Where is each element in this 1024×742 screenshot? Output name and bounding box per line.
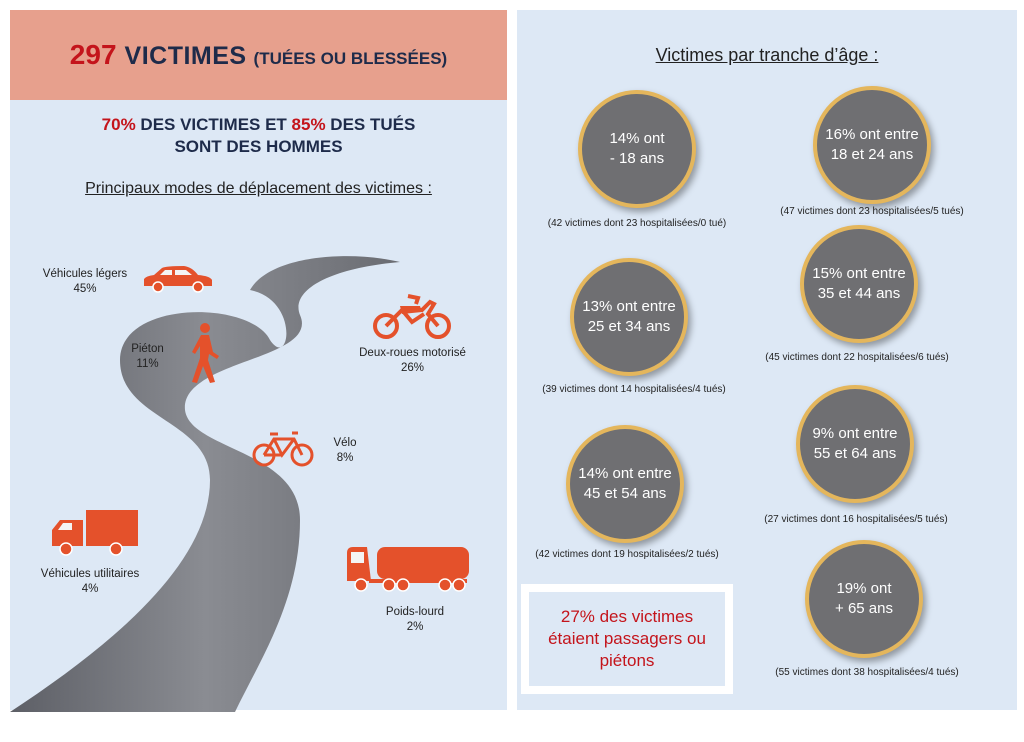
gender-stat-line2: SONT DES HOMMES <box>174 137 343 156</box>
age-circle-35-44 <box>800 225 918 343</box>
pct-victims: 70% <box>101 115 136 134</box>
age-detail-under-18: (42 victimes dont 23 hospitalisées/0 tué) <box>547 218 727 229</box>
passengers-text <box>529 592 725 686</box>
victims-detail: (TUÉES OU BLESSÉES) <box>253 49 448 68</box>
mode-pedestrian <box>115 342 180 372</box>
victims-word: VICTIMES <box>124 42 247 70</box>
mode-label: Véhicules légers <box>42 268 128 280</box>
car-icon <box>140 264 214 294</box>
truck-icon <box>345 545 470 593</box>
modes-title: Principaux modes de déplacement des victimes : <box>85 180 432 197</box>
mode-pct: 11% <box>136 358 159 370</box>
age-line1: 16% ont entre <box>825 126 919 143</box>
age-detail-25-34: (39 victimes dont 14 hospitalisées/4 tués) <box>542 384 726 395</box>
victim-count: 297 <box>69 39 117 70</box>
age-line1: 13% ont entre <box>582 298 676 315</box>
mode-utility-vehicle <box>25 567 155 597</box>
passengers-box <box>521 584 733 694</box>
mode-label: Vélo <box>333 437 357 449</box>
age-circle-18-24 <box>813 86 931 204</box>
age-detail-18-24: (47 victimes dont 23 hospitalisées/5 tués) <box>780 206 964 217</box>
age-circle-25-34 <box>570 258 688 376</box>
ages-title: Victimes par tranche d’âge : <box>655 45 879 65</box>
passengers-line3: piétons <box>599 651 655 670</box>
mode-label: Poids-lourd <box>385 606 445 618</box>
mode-pct: 2% <box>406 621 424 633</box>
gender-text1: DES VICTIMES ET <box>135 115 292 134</box>
mode-label: Piéton <box>131 343 164 355</box>
age-line1: 14% ont <box>609 130 665 147</box>
passengers-line2: étaient passagers ou <box>548 629 706 648</box>
age-line1: 15% ont entre <box>812 265 906 282</box>
age-detail-35-44: (45 victimes dont 22 hospitalisées/6 tués) <box>765 352 949 363</box>
age-line2: 25 et 34 ans <box>587 318 671 335</box>
age-line2: 35 et 44 ans <box>817 285 901 302</box>
mode-pct: 8% <box>336 452 354 464</box>
pct-killed: 85% <box>291 115 326 134</box>
age-line2: - 18 ans <box>609 150 665 167</box>
age-detail-over-65: (55 victimes dont 38 hospitalisées/4 tués) <box>775 667 959 678</box>
pedestrian-icon <box>190 322 220 384</box>
age-circle-under-18 <box>578 90 696 208</box>
van-icon <box>50 508 140 558</box>
mode-light-vehicle <box>30 267 140 297</box>
mode-heavy-truck <box>370 605 460 635</box>
age-line1: 14% ont entre <box>578 465 672 482</box>
age-line2: 45 et 54 ans <box>583 485 667 502</box>
mode-pct: 26% <box>400 362 425 374</box>
age-circle-55-64 <box>796 385 914 503</box>
age-line2: + 65 ans <box>835 600 893 617</box>
mode-pct: 4% <box>81 583 99 595</box>
motorcycle-icon <box>372 292 452 340</box>
age-circle-over-65 <box>805 540 923 658</box>
mode-pct: 45% <box>73 283 97 295</box>
mode-label: Deux-roues motorisé <box>359 347 466 359</box>
age-circle-45-54 <box>566 425 684 543</box>
mode-motorbike <box>345 346 480 376</box>
gender-text2: DES TUÉS <box>325 115 416 134</box>
age-line1: 9% ont entre <box>812 425 898 442</box>
passengers-line1: 27% des victimes <box>560 607 694 626</box>
age-detail-55-64: (27 victimes dont 16 hospitalisées/5 tués) <box>764 514 948 525</box>
age-line1: 19% ont <box>836 580 892 597</box>
age-line2: 18 et 24 ans <box>830 146 914 163</box>
mode-bicycle <box>320 436 370 466</box>
age-detail-45-54: (42 victimes dont 19 hospitalisées/2 tués) <box>535 549 719 560</box>
mode-label: Véhicules utilitaires <box>40 568 140 580</box>
bicycle-icon <box>252 428 314 468</box>
age-line2: 55 et 64 ans <box>813 445 897 462</box>
